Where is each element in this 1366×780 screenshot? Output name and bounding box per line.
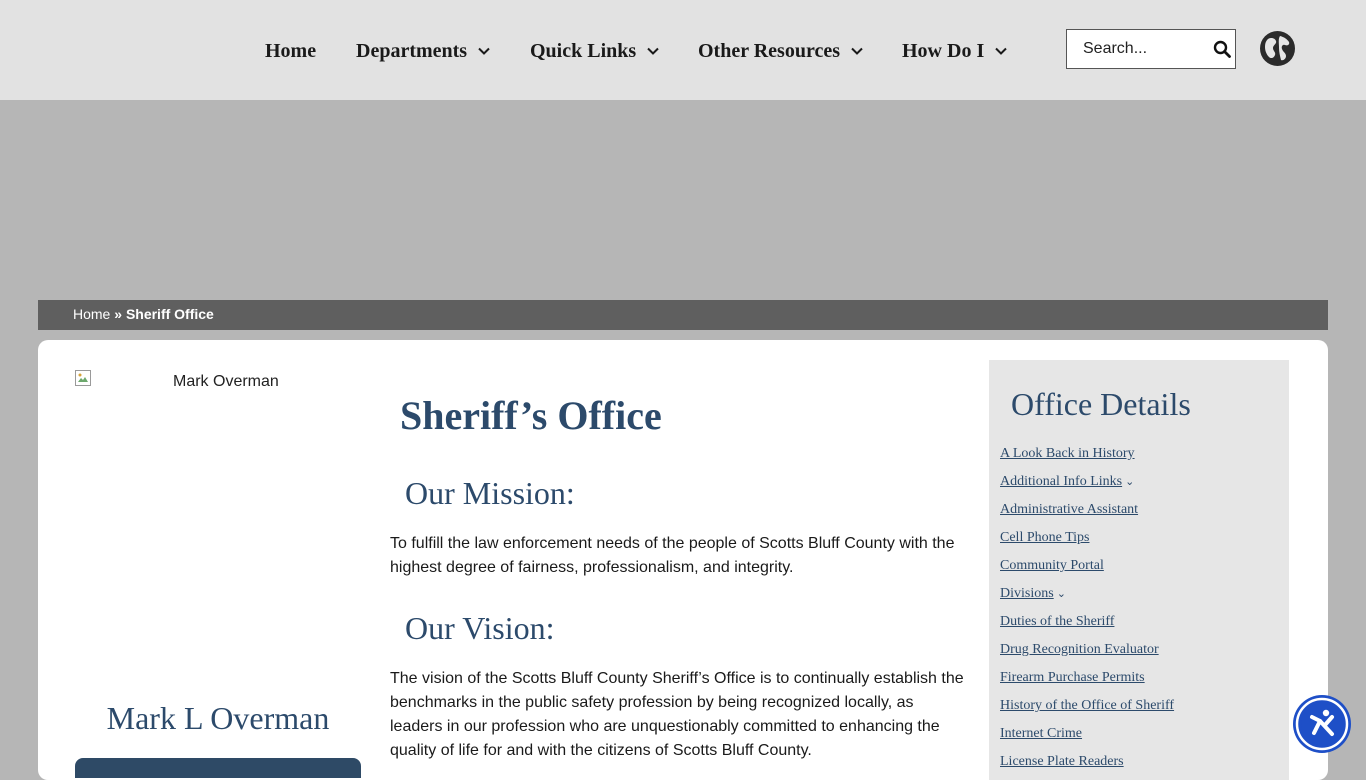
sidebar-item: [1000, 444, 1174, 472]
chevron-down-icon: [850, 44, 864, 58]
nav-home[interactable]: [265, 38, 316, 64]
profile-contact-bar: [75, 758, 361, 778]
sidebar-link-office-history[interactable]: History of the Office of Sheriff: [1000, 698, 1175, 713]
sidebar-item: [1000, 472, 1174, 500]
nav-how-do-i-label: How Do I: [902, 39, 985, 62]
sidebar-item: [1000, 612, 1174, 640]
nav-departments[interactable]: [356, 38, 491, 64]
search-box: [1066, 29, 1236, 69]
site-header: [0, 0, 1366, 100]
search-icon[interactable]: [1213, 40, 1231, 58]
sidebar-link-firearm-permits[interactable]: Firearm Purchase Permits: [1000, 670, 1145, 685]
breadcrumb-home-link[interactable]: Home: [73, 306, 111, 322]
nav-other-resources-label: Other Resources: [698, 39, 841, 62]
sidebar-link-additional-info[interactable]: Additional Info Links: [1000, 474, 1123, 489]
chevron-down-icon: [646, 44, 660, 58]
sidebar-link-license-plate-readers[interactable]: License Plate Readers: [1000, 754, 1124, 769]
page-title: Sheriff’s Office: [400, 393, 662, 438]
nav-departments-label: Departments: [356, 39, 468, 62]
sidebar-link-list: [1000, 444, 1174, 780]
vision-heading: Our Vision:: [405, 610, 555, 646]
breadcrumb-separator: »: [110, 306, 126, 322]
sidebar-item: [1000, 556, 1174, 584]
broken-image-icon: [75, 370, 91, 386]
sidebar-link-cell-phone-tips[interactable]: Cell Phone Tips: [1000, 530, 1090, 545]
search-input[interactable]: [1067, 30, 1207, 68]
profile-photo-alt: Mark Overman: [173, 373, 279, 390]
nav-quick-links-label: Quick Links: [530, 39, 637, 62]
main-nav: [0, 0, 1040, 100]
sidebar-item: [1000, 640, 1174, 668]
nav-how-do-i[interactable]: [902, 38, 1008, 64]
sidebar-link-internet-crime[interactable]: Internet Crime: [1000, 726, 1083, 741]
sidebar-title: Office Details: [1011, 386, 1191, 422]
sidebar-link-admin-assistant[interactable]: Administrative Assistant: [1000, 502, 1139, 517]
accessibility-button[interactable]: [1293, 695, 1351, 753]
chevron-down-icon[interactable]: ⌄: [1125, 476, 1135, 488]
nav-other-resources[interactable]: [698, 38, 864, 64]
accessibility-icon: [1293, 695, 1351, 753]
mission-heading: Our Mission:: [405, 475, 575, 511]
nav-quick-links[interactable]: [530, 38, 660, 64]
sidebar-item: [1000, 500, 1174, 528]
globe-icon[interactable]: [1259, 30, 1296, 67]
sidebar-link-divisions[interactable]: Divisions: [1000, 586, 1054, 601]
sidebar-link-history-look-back[interactable]: A Look Back in History: [1000, 446, 1135, 461]
sidebar-item: [1000, 752, 1174, 780]
vision-text: The vision of the Scotts Bluff County Sheriff’s Office is to continually establish the benchmarks in the public safety profession by being recognized locally, as leaders in our profession who are unquestionably committed to enhancing the quality of life for and with the citizens of Scotts Bluff County.: [390, 670, 964, 759]
office-details-sidebar: [989, 360, 1289, 780]
nav-home-label: Home: [265, 39, 317, 62]
sidebar-link-community-portal[interactable]: Community Portal: [1000, 558, 1104, 573]
profile-name: Mark L Overman: [106, 700, 330, 736]
breadcrumb: [38, 300, 1328, 330]
sidebar-link-drug-recognition[interactable]: Drug Recognition Evaluator: [1000, 642, 1159, 657]
mission-text: To fulfill the law enforcement needs of the people of Scotts Bluff County with the highest degree of fairness, professionalism, and integrity.: [390, 535, 955, 576]
sidebar-item: [1000, 528, 1174, 556]
sidebar-item: [1000, 584, 1174, 612]
sidebar-item: [1000, 696, 1174, 724]
breadcrumb-current: Sheriff Office: [125, 306, 214, 322]
chevron-down-icon: [994, 44, 1008, 58]
chevron-down-icon[interactable]: ⌄: [1056, 588, 1066, 600]
sidebar-link-duties[interactable]: Duties of the Sheriff: [1000, 614, 1115, 629]
chevron-down-icon: [477, 44, 491, 58]
sidebar-item: [1000, 668, 1174, 696]
profile-photo: [75, 370, 361, 670]
sidebar-item: [1000, 724, 1174, 752]
